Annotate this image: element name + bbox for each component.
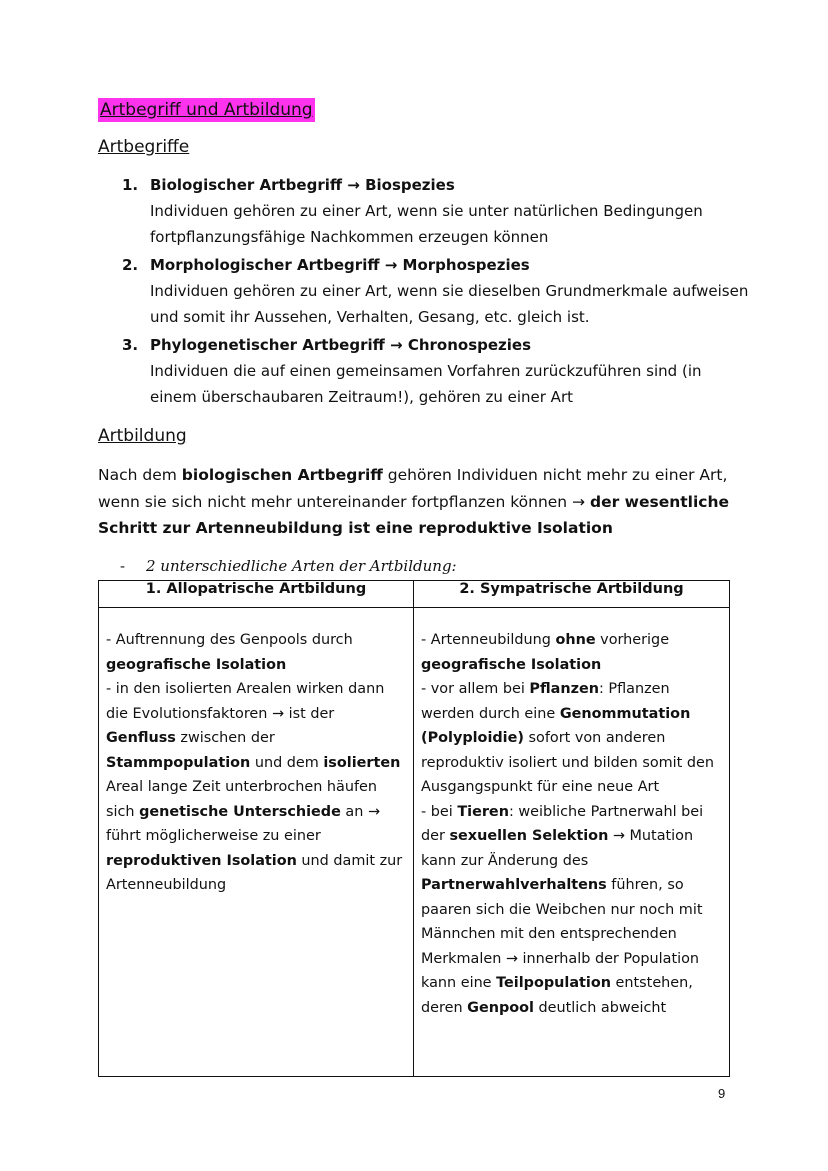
bullet-dash: - (120, 557, 126, 575)
cell-bold: Stammpopulation (106, 754, 251, 771)
speciation-table (98, 580, 730, 1077)
cell-text: führen, so paaren sich die Weibchen nur noch mit Männchen mit den entsprechenden Merkmalen → innerhalb der Population kann eine (421, 877, 703, 991)
cell-bold: Pflanzen (529, 681, 599, 697)
cell-bold: Genfluss (106, 730, 176, 746)
page-title: Artbegriff und Artbildung (100, 100, 313, 120)
cell-text: und dem (250, 754, 324, 771)
list-number: 3. (122, 336, 139, 354)
cell-text: entstehen, deren (421, 975, 693, 1016)
definition-text: Individuen gehören zu einer Art, wenn sie dieselben Grundmerkmale aufweisen und somit ihr Aussehen, Verhalten, Gesang, etc. gleich ist. (150, 282, 749, 326)
definition-text: Individuen gehören zu einer Art, wenn sie unter natürlichen Bedingungen fortpflanzungsfähige Nachkommen erzeugen können (150, 202, 703, 246)
cell-text: und damit zur Artenneubildung (106, 852, 403, 893)
cell-bold: geografische Isolation (106, 656, 287, 673)
arrow-icon: → (390, 336, 403, 354)
section-heading-artbegriffe: Artbegriffe (98, 137, 190, 157)
cell-bold: Teilpopulation (496, 975, 611, 991)
cell-bold: geografische Isolation (421, 656, 602, 673)
bullet-text: 2 unterschiedliche Arten der Artbildung: (146, 557, 457, 575)
cell-text: - vor allem bei (421, 681, 530, 697)
cell-text: : Pflanzen werden durch eine (421, 681, 670, 722)
cell-bold: Tieren (457, 803, 509, 820)
paragraph-text: Nach dem (98, 466, 182, 484)
cell-text: - Auftrennung des Genpools durch (106, 632, 353, 648)
table-header-sympatric: 2. Sympatrische Artbildung (414, 581, 730, 608)
table-header-row (99, 581, 730, 608)
table-cell-sympatric (414, 608, 730, 1077)
cell-bold: reproduktiven Isolation (106, 852, 297, 869)
page-number: 9 (718, 1086, 726, 1101)
paragraph-bold: der wesentliche Schritt zur Artenneubildung ist eine reproduktive Isolation (98, 492, 730, 537)
cell-text: zwischen der (175, 730, 275, 746)
cell-text: - Artenneubildung (421, 632, 556, 648)
definition-species: Chronospezies (407, 336, 532, 354)
section-heading-artbildung: Artbildung (98, 426, 187, 446)
cell-bold: genetische Unterschiede (139, 803, 341, 820)
cell-text: - bei (421, 803, 458, 820)
definition-species: Morphospezies (402, 256, 530, 274)
table-cell-allopatric (99, 608, 414, 1077)
table-row (99, 608, 730, 1077)
cell-text: → Mutation kann zur Änderung des (421, 828, 694, 869)
paragraph-bold: biologischen Artbegriff (181, 466, 383, 484)
list-number: 2. (122, 256, 139, 274)
artbildung-paragraph (98, 462, 738, 542)
list-number: 1. (122, 176, 139, 194)
paragraph-text: gehören Individuen nicht mehr zu einer Art, wenn sie sich nicht mehr untereinander fortpflanzen können → (98, 466, 728, 511)
cell-bold: isolierten (323, 754, 401, 771)
definition-heading (150, 174, 455, 196)
definition-term: Biologischer Artbegriff (150, 176, 343, 194)
cell-bold: Genpool (467, 999, 534, 1016)
cell-text: - in den isolierten Arealen wirken dann die Evolutionsfaktoren → ist der (106, 681, 385, 722)
definition-heading (150, 334, 531, 356)
cell-text: deutlich abweicht (533, 999, 667, 1016)
cell-bold: Partnerwahlverhaltens (421, 877, 607, 893)
definition-term: Morphologischer Artbegriff (150, 256, 380, 274)
table-header-allopatric: 1. Allopatrische Artbildung (99, 581, 414, 608)
bullet-item (120, 556, 457, 576)
cell-text: vorherige (595, 632, 670, 648)
arrow-icon: → (384, 256, 398, 274)
cell-bold: sexuellen Selektion (449, 828, 609, 844)
cell-text: sofort von anderen reproduktiv isoliert und bilden somit den Ausgangspunkt für eine neue Art (421, 730, 715, 795)
definition-text: Individuen die auf einen gemeinsamen Vorfahren zurückzuführen sind (in einem überschaubaren Zeitraum!), gehören zu einer Art (150, 362, 702, 406)
definition-heading (150, 254, 530, 276)
cell-text: Areal lange Zeit unterbrochen häufen sich (106, 779, 377, 820)
cell-bold: Genommutation (Polyploidie) (421, 705, 691, 746)
arrow-icon: → (347, 176, 360, 194)
cell-text: an → führt möglicherweise zu einer (106, 803, 381, 844)
cell-text: : weibliche Partnerwahl bei der (421, 803, 704, 844)
cell-bold: ohne (555, 632, 596, 648)
definition-species: Biospezies (365, 176, 455, 194)
definition-term: Phylogenetischer Artbegriff (150, 336, 385, 354)
